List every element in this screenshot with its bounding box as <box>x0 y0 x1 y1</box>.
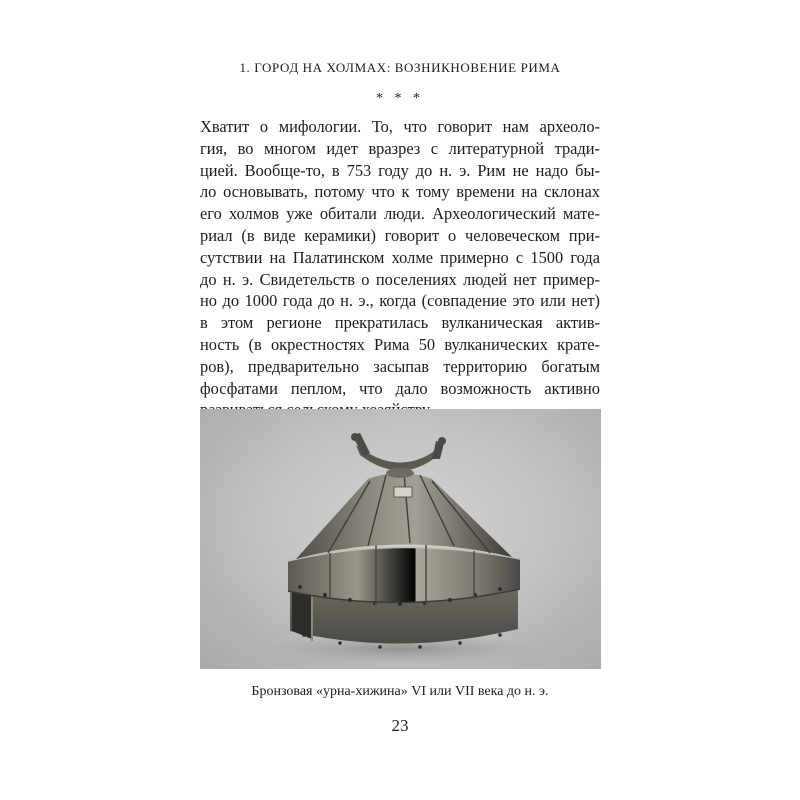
paragraph-line: его холмов уже обитали люди. Археологический мате- <box>200 204 600 224</box>
bronze-hut-urn-illustration <box>200 409 601 669</box>
page-number: 23 <box>391 716 409 735</box>
running-head: 1. ГОРОД НА ХОЛМАХ: ВОЗНИКНОВЕНИЕ РИМА <box>239 60 561 75</box>
hut-urn-photo <box>200 409 601 669</box>
figure-caption: Бронзовая «урна-хижина» VI или VII века до н. э. <box>251 684 549 699</box>
paragraph-line: гия, во многом идет вразрез с литературной тради- <box>200 138 600 158</box>
paragraph-line: Хватит о мифологии. То, что говорит нам археоло- <box>200 117 600 136</box>
paragraph-line: в этом регионе прекратилась вулканическая актив- <box>200 313 600 333</box>
paragraph-line: цией. Вообще-то, в 753 году до н. э. Рим не надо бы- <box>200 160 600 180</box>
paragraph-line: но до 1000 года до н. э., когда (совпадение это или нет) <box>200 291 600 311</box>
paragraph-line: до н. э. Свидетельств о поселениях людей нет пример- <box>200 269 600 289</box>
paragraph-line: риал (в виде керамики) говорит о человеческом при- <box>200 225 600 245</box>
paragraph-line: сутствии на Палатинском холме примерно с 1500 года <box>200 247 600 267</box>
paragraph-line: ность (в окрестностях Рима 50 вулканических кратe- <box>200 334 600 354</box>
paragraph-line: ло основывать, потому что к тому времени на склонах <box>200 182 600 202</box>
section-break-asterism: * * * <box>376 91 424 106</box>
paragraph-line: фосфатами пеплом, что дало возможность активно <box>200 378 600 398</box>
body-paragraph <box>200 116 600 421</box>
paragraph-line: ров), предварительно засыпав территорию богатым <box>200 356 600 376</box>
